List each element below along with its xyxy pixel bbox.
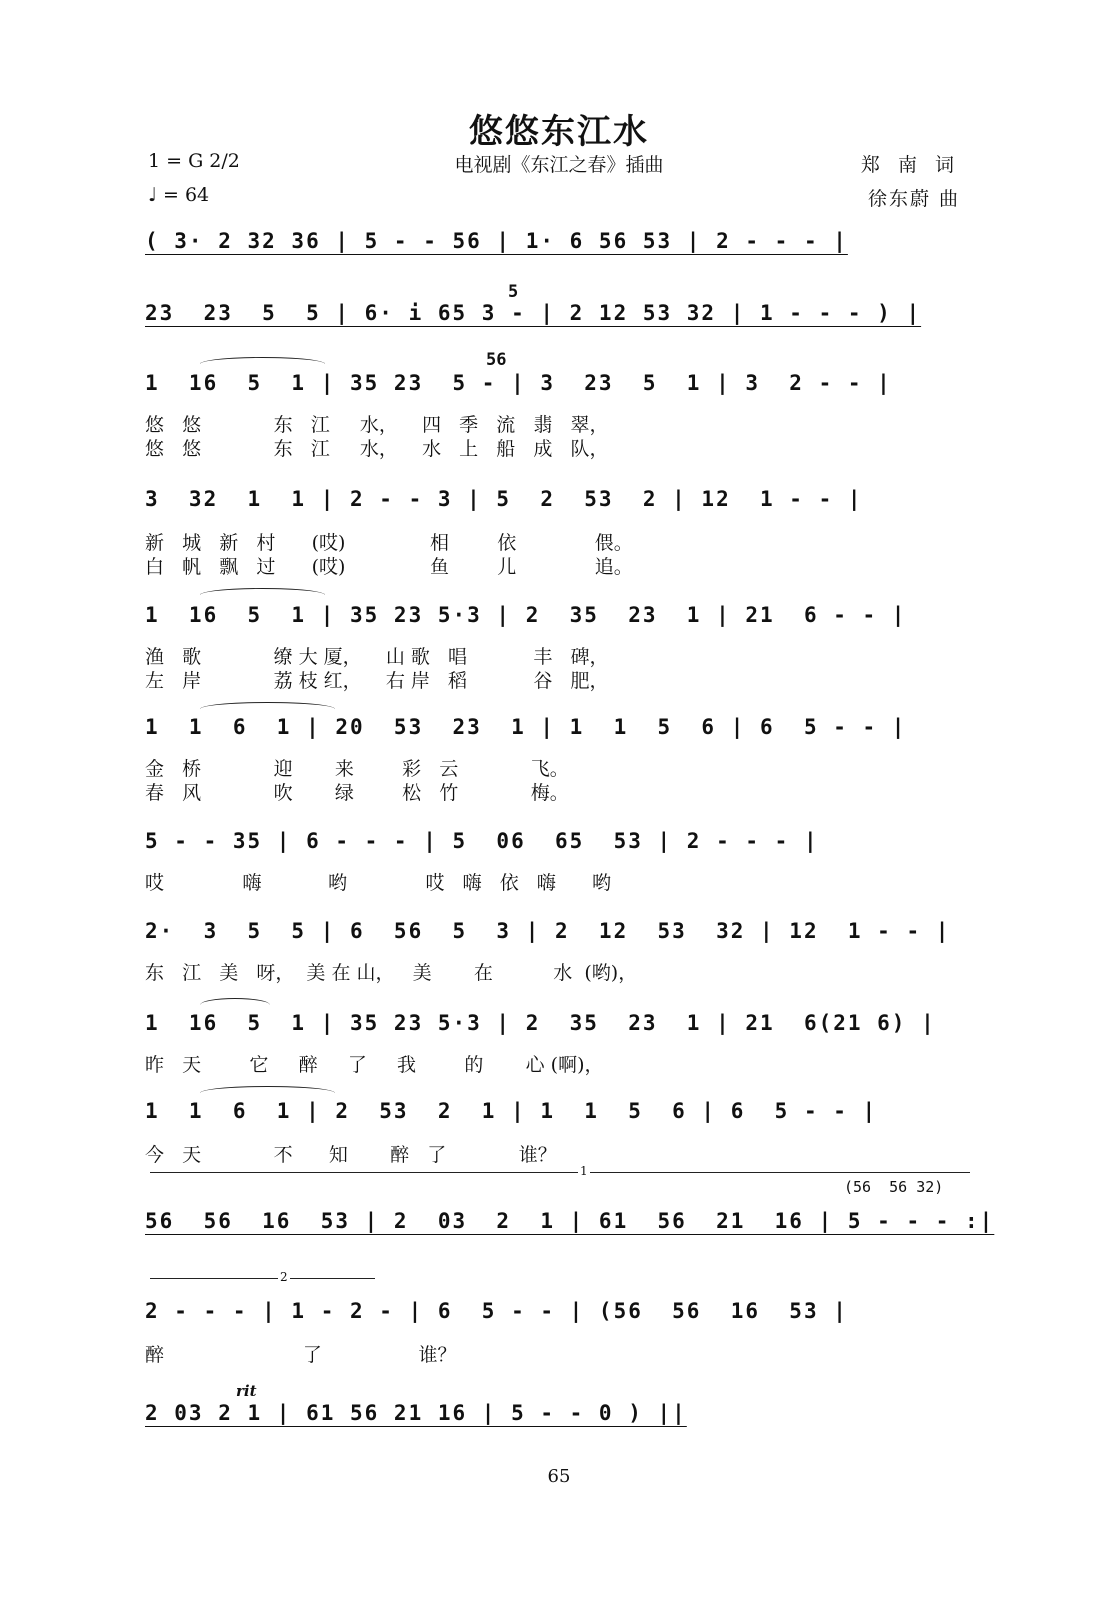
lyrics-row-12: 醉 了 谁？ — [145, 1344, 457, 1366]
lyrics-row-6-verse-2: 春 风 吹 绿 松 竹 梅。 — [145, 782, 569, 804]
lyrics-row-3-verse-2: 悠 悠 东 江 水， 水 上 船 成 队， — [145, 438, 609, 460]
music-row-5: 1 16 5 1 | 35 23 5·3 | 2 35 23 1 | 21 6 - - | — [145, 603, 907, 627]
lyrics-row-9: 昨 天 它 醉 了 我 的 心 (啊)， — [145, 1054, 604, 1076]
music-row-11: 56 56 16 53 | 2 03 2 1 | 61 56 21 16 | 5 - - - :| — [145, 1209, 995, 1233]
lyrics-row-10: 今 天 不 知 醉 了 谁？ — [145, 1144, 557, 1166]
music-row-6: 1 1 6 1 | 20 53 23 1 | 1 1 5 6 | 6 5 - - | — [145, 715, 907, 739]
music-row-1: ( 3· 2 32 36 | 5 - - 56 | 1· 6 56 53 | 2 - - - | — [145, 229, 848, 253]
slur — [200, 702, 335, 709]
lyrics-row-5-verse-1: 渔 歌 缭 大 厦， 山 歌 唱 丰 碑， — [145, 646, 609, 668]
volta-bracket-2 — [150, 1278, 375, 1279]
lyrics-row-7: 哎 嗨 哟 哎 嗨 依 嗨 哟 — [145, 872, 612, 894]
lyrics-row-3-verse-1: 悠 悠 东 江 水， 四 季 流 翡 翠， — [145, 414, 609, 436]
music-row-7: 5 - - 35 | 6 - - - | 5 06 65 53 | 2 - - - | — [145, 829, 819, 853]
volta-label-1: 1 — [580, 1164, 588, 1178]
music-row-3: 1 16 5 1 | 35 23 5 - | 3 23 5 1 | 3 2 - - | — [145, 371, 892, 395]
music-row-2: 23 23 5 5 | 6· i 65 3 - | 2 12 53 32 | 1 - - - ) | — [145, 301, 922, 325]
music-row-8: 2· 3 5 5 | 6 56 5 3 | 2 12 53 32 | 12 1 - - | — [145, 919, 951, 943]
song-subtitle: 电视剧《东江之春》插曲 — [454, 154, 664, 176]
tempo-marking: ♩ = 64 — [148, 184, 210, 206]
slur — [200, 1086, 335, 1093]
music-row-12: 2 - - - | 1 - 2 - | 6 5 - - | (56 56 16 53 | — [145, 1299, 848, 1323]
lyrics-row-6-verse-1: 金 桥 迎 来 彩 云 飞。 — [145, 758, 569, 780]
lyrics-row-5-verse-2: 左 岸 荔 枝 红， 右 岸 稻 谷 肥， — [145, 670, 609, 692]
music-row-4: 3 32 1 1 | 2 - - 3 | 5 2 53 2 | 12 1 - - | — [145, 487, 863, 511]
key-signature: 1 = G 2/2 — [148, 150, 240, 172]
lyrics-row-8: 东 江 美 呀， 美 在 山， 美 在 水 (哟)， — [145, 962, 638, 984]
page-number: 65 — [547, 1466, 571, 1487]
music-row-9: 1 16 5 1 | 35 23 5·3 | 2 35 23 1 | 21 6(21 6) | — [145, 1011, 936, 1035]
song-title: 悠悠东江水 — [469, 112, 649, 152]
lyrics-row-4-verse-2: 白 帆 飘 过 (哎) 鱼 儿 追。 — [145, 556, 633, 578]
lyrics-row-4-verse-1: 新 城 新 村 (哎) 相 依 偎。 — [145, 532, 633, 554]
volta-bracket-1 — [150, 1172, 970, 1173]
slur — [200, 357, 325, 364]
lyricist-credit: 郑 南 词 — [860, 154, 960, 176]
slur — [200, 998, 270, 1005]
ritardando-marking: rit — [236, 1382, 257, 1400]
music-row-13: 2 03 2 1 | 61 56 21 16 | 5 - - 0 ) || — [145, 1401, 687, 1425]
grace-note: 5 — [508, 282, 519, 302]
ending-phrase: (56 56 32) — [844, 1178, 944, 1196]
grace-note: 56 — [486, 350, 507, 370]
music-row-10: 1 1 6 1 | 2 53 2 1 | 1 1 5 6 | 6 5 - - | — [145, 1099, 878, 1123]
volta-label-2: 2 — [280, 1270, 288, 1284]
composer-credit: 徐东蔚 曲 — [867, 188, 960, 210]
slur — [200, 588, 325, 595]
